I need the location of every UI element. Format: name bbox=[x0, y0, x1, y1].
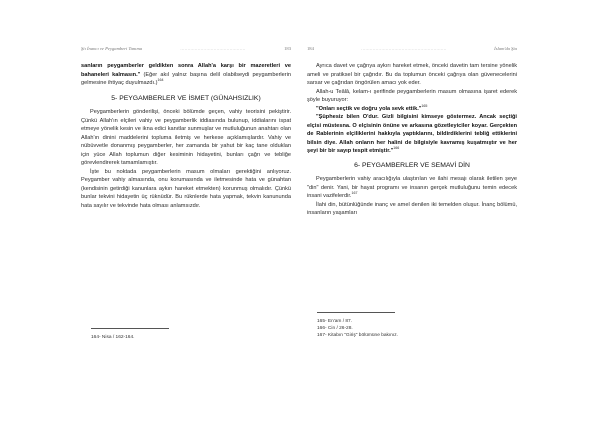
right-para-3-text: Peygamberlerin vahiy aracılığıyla ulaştırılan ve ilahi mesajı olarak iletilen şeye "din" denir. Yani, bir hayat programı ve insanın gerçek mutluluğunu temin edecek insani vazifelerdir. bbox=[307, 176, 517, 199]
left-para-1-rest: (Eğer akıl yalnız başına delil olabilseydi peygamberlerin gelmesine ihtiyaç duyulmazdı.) bbox=[81, 71, 291, 86]
left-head-leader: ............................................. bbox=[180, 46, 246, 51]
right-running-title: İslam'da Şia bbox=[494, 46, 517, 51]
right-footnote-rule bbox=[317, 312, 395, 313]
left-para-2: Peygamberlerin gönderilişi, önceki bölümde geçen, vahiy teorisini pekiştirir. Çünkü Allah'ın elçileri vahiy ve peygamberlik iddiasında bulunup, iddialarını ispat etmeye yönelik kesin ve ikna edici kanıtlar sunmuşlar ve mutluluğunun anahtarı olan Allah'ın dinini maddelerini topluma iletmiş ve herkese açıklamışlardır. Vahiy ve nübüvvetle donanmış peygamberler, her zamanda bir yahut bir kaç tane olduklan için yüce Allah toplumun diğer kesiminin hidayetini, bunları çağrı ve tebliğe görevlendirerek tamamlamıştır. bbox=[81, 109, 291, 166]
right-footnotes bbox=[317, 318, 398, 339]
right-head-leader: ........................................................... bbox=[361, 46, 447, 51]
right-body bbox=[307, 62, 517, 218]
left-body bbox=[81, 62, 291, 210]
left-running-head bbox=[81, 46, 291, 51]
left-para-1 bbox=[81, 62, 291, 88]
left-para-1-bold: sanların peygamberler geldikten sonra Allah'a karşı bir mazeretleri ve bahaneleri kalmasın." bbox=[81, 63, 291, 78]
right-para-4: İlahi din, bütünlüğünde inanç ve amel denilen iki temelden oluşur. İnanç bölümü, insanların yaşamları bbox=[307, 201, 517, 216]
right-quote-1-note: 165 bbox=[421, 103, 428, 108]
right-footnote-item: 165- En'am / 87. bbox=[317, 319, 353, 324]
right-para-3 bbox=[307, 175, 517, 201]
left-footnote-rule bbox=[91, 328, 169, 329]
right-quote-2-note: 166 bbox=[393, 146, 400, 151]
left-para-3: İşte bu noktada peygamberlerin masum olmaları gerektiğini anlıyoruz. Peygamber vahiy almasında, onu korumasında ve iletmesinde hata ve günahtan (kendisinin getirdiği kanunlara aykırı hareket etmekten) korunmuş olmalıdır. Çünkü bunlar tekvini hidayetin üç rüknüdür. Bu rüknlerde hata yapmak, tekvin kanununda hata sayılır ve tekvinde hata olması anlamsızdır. bbox=[81, 168, 291, 209]
right-para-3-note: 167 bbox=[351, 191, 358, 196]
left-para-1-note: 164 bbox=[157, 78, 164, 83]
left-section-heading: 5- PEYGAMBERLER VE İSMET (GÜNAHSIZLIK) bbox=[111, 94, 261, 102]
right-para-1: Ayrıca davet ve çağrıya aykırı hareket etmek, önceki davetin tam tersine yönelik ameli ve pratiksel bir çağrıdır. Bu da toplumun önceki çağrıya olan güvenecelerini sarsar ve çağrıdan öngörülen amacı yok eder. bbox=[307, 63, 517, 86]
left-page-number: 183 bbox=[284, 46, 291, 51]
right-footnote-item: 167- Kitabın "Giriş" bölümüne bakınız. bbox=[317, 333, 398, 338]
right-quote-1-text: "Onları seçtik ve doğru yola sevk ettik." bbox=[316, 105, 422, 112]
right-quote-1 bbox=[307, 105, 517, 114]
right-section-heading: 6- PEYGAMBERLER VE SEMAVİ DİN bbox=[354, 161, 470, 169]
left-footnote: 164- Nisa / 162-164. bbox=[91, 335, 135, 340]
right-page-number: 184 bbox=[307, 46, 314, 51]
left-running-title: Şiı İnancı ve Peygamberi Tanıma bbox=[81, 46, 143, 51]
right-quote-2-text: "Şüphesiz bilen O'dur. Gizli bilgisini kimseye göstermez. Ancak seçtiği elçisi müstesna. O elçisinin önüne ve arkasına gözetleyiciler koyar. Gerçekten de Rablerinin elçiliklerini hakkıyla yaptıklarını, bildirdiklerini tebliğ ettiklerini bilsin diye. Allah onların her halini de bilgisiyle kavramış kuşatmıştır ve her şeyi bir bir sayıp tespit etmiştir." bbox=[307, 114, 517, 154]
right-running-head bbox=[307, 46, 517, 51]
right-footnote-item: 166- Cin / 26-28. bbox=[317, 326, 353, 331]
right-para-2: Allah-u Teâlâ, kelam-ı şerifinde peygamberlerin masum olmasına işaret ederek şöyle buyuruyor: bbox=[307, 88, 517, 103]
right-quote-2 bbox=[307, 113, 517, 156]
